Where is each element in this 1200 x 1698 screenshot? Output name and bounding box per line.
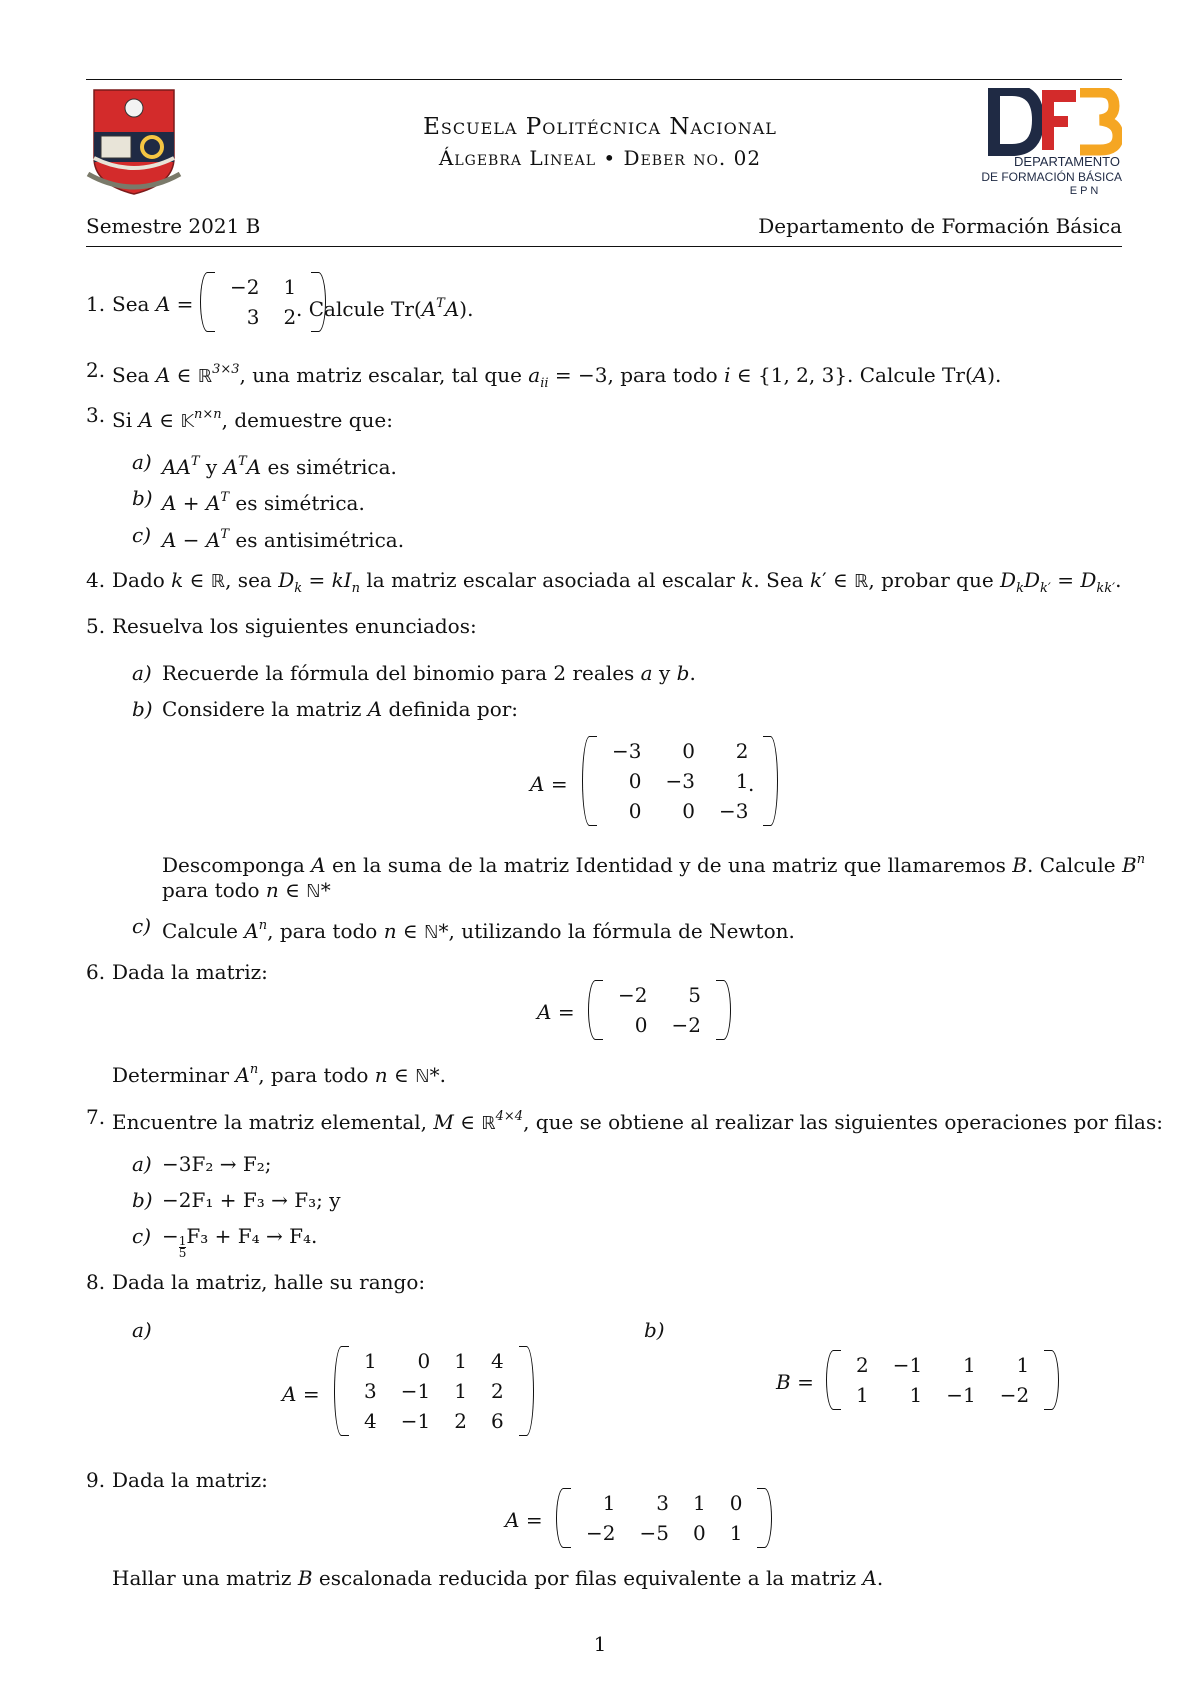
problem-7c-text: − $\frac{1}{5}$ F₃ + F₄ → F₄. xyxy=(162,1224,318,1260)
problem-5a-label: a) xyxy=(132,661,152,685)
problem-2-number: 2. xyxy=(86,358,106,382)
problem-9-matrix: 1 3 1 0 −2 −5 0 1 xyxy=(556,1488,772,1548)
problem-8a-matrix: 1 0 1 4 3 −1 1 2 4 −1 2 6 xyxy=(334,1346,534,1436)
problem-5c-text: Calcule $A^n$, para todo n ∈ ℕ*, utilizando la fórmula de Newton. xyxy=(162,918,795,943)
page-number: 1 xyxy=(593,1632,607,1656)
problem-4-number: 4. xyxy=(86,568,106,592)
problem-5a-text: Recuerde la fórmula del binomio para 2 reales a y b. xyxy=(162,661,696,685)
problem-6-matrix: −2 5 0 −2 xyxy=(588,980,731,1040)
problem-8-text: Dada la matriz, halle su rango: xyxy=(112,1270,426,1294)
header-rule xyxy=(86,246,1122,247)
problem-8b-matrix: 2 −1 1 1 1 1 −1 −2 xyxy=(826,1350,1059,1410)
problem-3a-label: a) xyxy=(132,450,152,474)
problem-1-pre: Sea A = xyxy=(112,292,194,316)
problem-5b-desc-2: para todo n ∈ ℕ* xyxy=(162,878,331,902)
top-rule xyxy=(86,79,1122,80)
problem-3c-text: $A - A^T$ es antisimétrica. xyxy=(162,527,405,552)
problem-5b-desc-1: Descomponga A en la suma de la matriz Identidad y de una matriz que llamaremos B. Calcule $B^n$ xyxy=(162,852,1146,877)
problem-5b-text: Considere la matriz A definida por: xyxy=(162,697,519,721)
problem-7b-label: b) xyxy=(132,1188,153,1212)
epn-logo xyxy=(86,88,182,196)
problem-8a-label: a) xyxy=(132,1318,152,1342)
problem-3b-text: $A + A^T$ es simétrica. xyxy=(162,490,365,515)
problem-7-text: Encuentre la matriz elemental, M ∈ ℝ$^{4\times 4}$, que se obtiene al realizar las siguientes operaciones por filas: xyxy=(112,1109,1163,1134)
problem-3-text: Si A ∈ 𝕂$^{n\times n}$, demuestre que: xyxy=(112,407,393,432)
problem-7a-label: a) xyxy=(132,1152,152,1176)
problem-5-number: 5. xyxy=(86,614,106,638)
problem-9-text: Dada la matriz: xyxy=(112,1468,268,1492)
problem-5-text: Resuelva los siguientes enunciados: xyxy=(112,614,477,638)
problem-5b-label: b) xyxy=(132,697,153,721)
problem-3b-label: b) xyxy=(132,486,153,510)
semester: Semestre 2021 B xyxy=(86,214,261,238)
problem-1-matrix: −2 1 3 2 xyxy=(200,272,326,332)
institution-name: Escuela Politécnica Nacional xyxy=(423,114,777,140)
problem-8b-lhs: B = xyxy=(776,1370,814,1394)
dfb-logo-text-3: E P N xyxy=(1069,185,1099,194)
dfb-logo-text-1: DEPARTAMENTO xyxy=(1014,154,1120,169)
problem-5b-matrix: −3 0 2 0 −3 1 0 0 −3 xyxy=(582,736,778,826)
department: Departamento de Formación Básica xyxy=(758,214,1122,238)
course-name: Álgebra Lineal xyxy=(438,146,597,170)
problem-3a-text: $AA^T$ y $A^TA$ es simétrica. xyxy=(162,454,397,479)
problem-7a-text: −3F₂ → F₂; xyxy=(162,1152,272,1176)
problem-1-number: 1. xyxy=(86,292,106,316)
bullet: • xyxy=(603,146,617,170)
problem-6-number: 6. xyxy=(86,960,106,984)
problem-5b-lhs: A = xyxy=(530,772,568,796)
problem-4-text: Dado k ∈ ℝ, sea $D_k = kI_n$ la matriz escalar asociada al escalar k. Sea k′ ∈ ℝ, probar que $D_kD_{k'} = D_{kk'}$. xyxy=(112,568,1122,596)
problem-5c-label: c) xyxy=(132,914,152,938)
problem-2-text: Sea A ∈ ℝ$^{3\times 3}$, una matriz escalar, tal que $a_{ii} = -3$, para todo i ∈ {1, 2, 3}. Calcule Tr(A). xyxy=(112,362,1002,391)
problem-3-number: 3. xyxy=(86,403,106,427)
problem-9-number: 9. xyxy=(86,1468,106,1492)
problem-8b-label: b) xyxy=(644,1318,665,1342)
problem-6-question: Determinar $A^n$, para todo n ∈ ℕ*. xyxy=(112,1062,446,1087)
course-line xyxy=(250,146,950,170)
problem-7-number: 7. xyxy=(86,1105,106,1129)
dfb-logo xyxy=(972,88,1122,194)
problem-5b-period: . xyxy=(748,772,755,796)
dfb-logo-text-2: DE FORMACIÓN BÁSICA xyxy=(981,170,1122,184)
problem-3c-label: c) xyxy=(132,523,152,547)
problem-9-lhs: A = xyxy=(505,1508,543,1532)
problem-8-number: 8. xyxy=(86,1270,106,1294)
problem-6-lhs: A = xyxy=(537,1000,575,1024)
problem-8a-lhs: A = xyxy=(282,1382,320,1406)
problem-7c-label: c) xyxy=(132,1224,152,1248)
problem-9-question: Hallar una matriz B escalonada reducida por filas equivalente a la matriz A. xyxy=(112,1566,884,1590)
problem-1-text: . Calcule $Tr(A^TA)$. xyxy=(296,296,474,321)
assignment-name: Deber no. 02 xyxy=(623,146,762,170)
problem-6-text: Dada la matriz: xyxy=(112,960,268,984)
problem-7b-text: −2F₁ + F₃ → F₃; y xyxy=(162,1188,341,1212)
